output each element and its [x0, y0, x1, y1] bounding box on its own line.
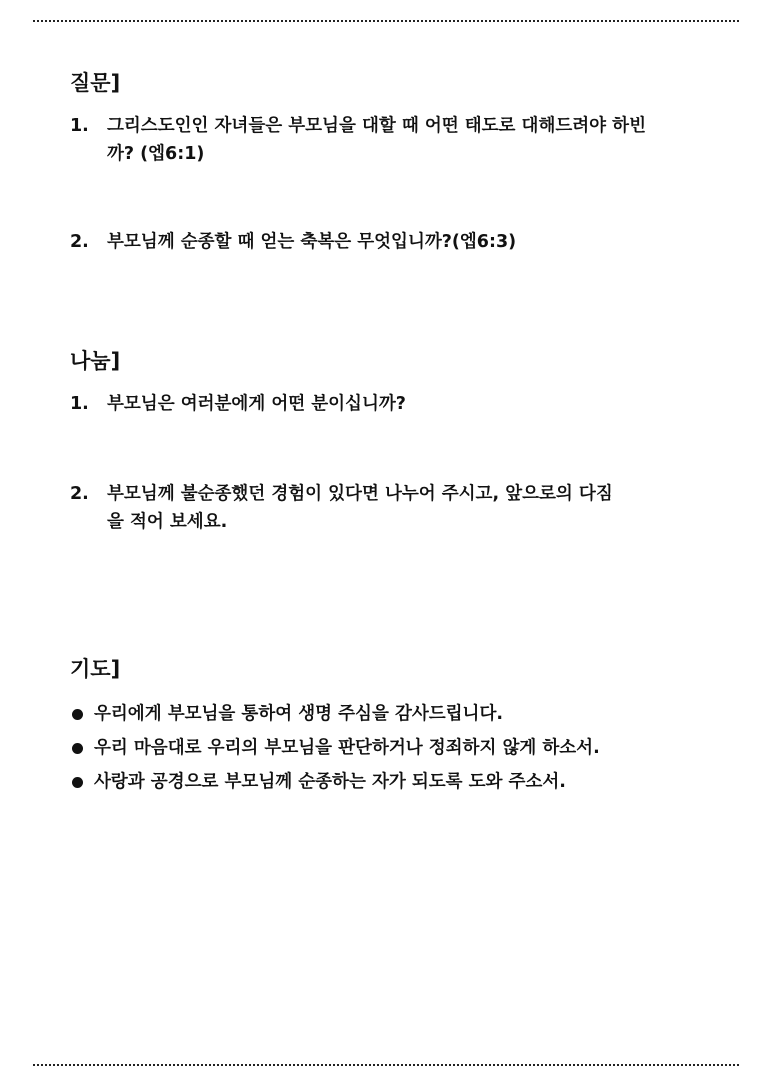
question-item-1	[70, 112, 710, 168]
prayer-heading: 기도]	[70, 657, 121, 681]
sharing-item-2	[70, 480, 710, 536]
sharing-heading: 나눔]	[70, 349, 121, 373]
question-item-2-text: 부모님께 순종할 때 얻는 축복은 무엇입니까?(엡6:3)	[107, 232, 517, 252]
prayer-item-1-text: 우리에게 부모님을 통하여 생명 주심을 감사드립니다.	[94, 704, 504, 724]
prayer-item-2-text: 우리 마음대로 우리의 부모님을 판단하거나 정죄하지 않게 하소서.	[94, 738, 600, 758]
sharing-item-1-text: 부모님은 여러분에게 어떤 분이십니까?	[107, 394, 406, 414]
prayer-item-3	[72, 768, 712, 796]
bullet-dot-icon	[72, 743, 83, 754]
sharing-item-2-text: 부모님께 불순종했던 경험이 있다면 나누어 주시고, 앞으로의 다짐 을 적어 보세요.	[107, 484, 613, 532]
prayer-item-3-text: 사랑과 공경으로 부모님께 순종하는 자가 되도록 도와 주소서.	[94, 772, 566, 792]
sharing-item-2-number: 2.	[70, 484, 89, 504]
question-item-1-text: 그리스도인인 자녀들은 부모님을 대할 때 어떤 태도로 대해드려야 하빈 까? (엡6:1)	[107, 116, 646, 164]
sharing-item-1	[70, 390, 710, 418]
bullet-dot-icon	[72, 777, 83, 788]
top-dotted-rule	[33, 20, 739, 22]
bullet-dot-icon	[72, 709, 83, 720]
question-item-2-number: 2.	[70, 232, 89, 252]
prayer-item-1	[72, 700, 712, 728]
question-item-2	[70, 228, 710, 256]
question-heading: 질문]	[70, 71, 121, 95]
sharing-item-1-number: 1.	[70, 394, 89, 414]
bottom-dotted-rule	[33, 1064, 739, 1066]
question-item-1-number: 1.	[70, 116, 89, 136]
prayer-item-2	[72, 734, 712, 762]
